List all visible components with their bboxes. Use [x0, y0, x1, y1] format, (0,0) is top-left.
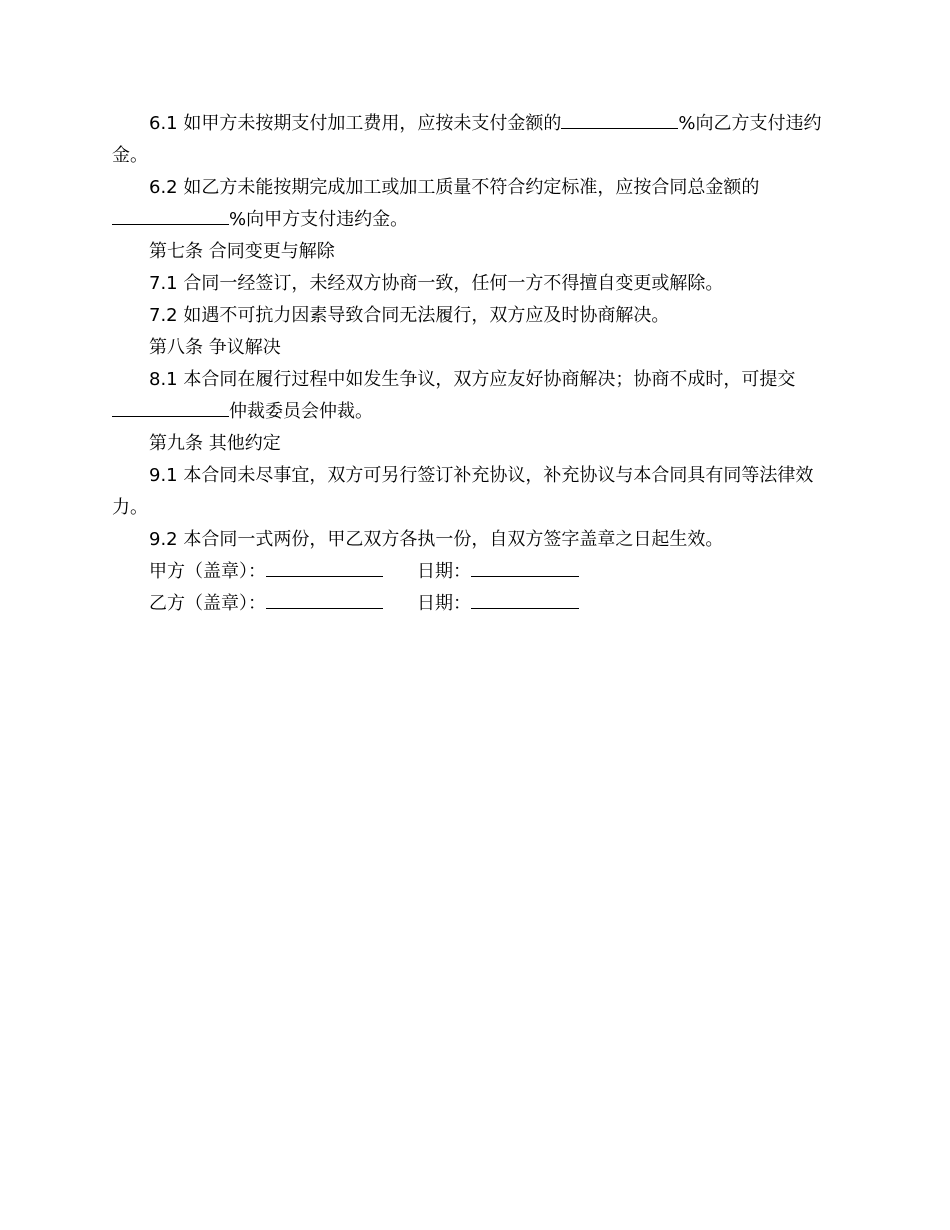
- clause-6-2: [112, 172, 842, 236]
- party-b-label: 乙方（盖章）：: [149, 593, 266, 614]
- date-label: 日期：: [417, 561, 471, 582]
- clause-6-1: [112, 108, 842, 172]
- clause-7-1: 7.1 合同一经签订，未经双方协商一致，任何一方不得擅自变更或解除。: [149, 273, 724, 294]
- clause-text: 仲裁委员会仲裁。: [229, 401, 373, 422]
- article-9-heading: 第九条 其他约定: [149, 433, 281, 454]
- clause-9-2: 9.2 本合同一式两份，甲乙双方各执一份，自双方签字盖章之日起生效。: [149, 529, 724, 550]
- party-b-date-blank[interactable]: [471, 590, 579, 609]
- date-label: 日期：: [417, 593, 471, 614]
- contract-page: [112, 108, 842, 620]
- article-8-heading: 第八条 争议解决: [149, 337, 281, 358]
- rate-blank[interactable]: [112, 206, 229, 225]
- article-7-heading: 第七条 合同变更与解除: [149, 241, 335, 262]
- party-b-seal-blank[interactable]: [266, 590, 383, 609]
- clause-7-2: 7.2 如遇不可抗力因素导致合同无法履行，双方应及时协商解决。: [149, 305, 670, 326]
- rate-blank[interactable]: [561, 110, 678, 129]
- clause-8-1: [112, 364, 842, 428]
- clause-text: 8.1 本合同在履行过程中如发生争议，双方应友好协商解决；协商不成时，可提交: [149, 369, 796, 390]
- party-a-label: 甲方（盖章）：: [149, 561, 266, 582]
- clause-text: 6.2 如乙方未能按期完成加工或加工质量不符合约定标准，应按合同总金额的: [149, 177, 760, 198]
- clause-9-1: 9.1 本合同未尽事宜，双方可另行签订补充协议，补充协议与本合同具有同等法律效力。: [112, 465, 814, 518]
- party-a-date-blank[interactable]: [471, 558, 579, 577]
- signature-row-party-b: [112, 588, 842, 620]
- clause-text: %向甲方支付违约金。: [229, 209, 409, 230]
- arbitration-blank[interactable]: [112, 398, 229, 417]
- clause-text: 6.1 如甲方未按期支付加工费用，应按未支付金额的: [149, 113, 562, 134]
- signature-row-party-a: [112, 556, 842, 588]
- party-a-seal-blank[interactable]: [266, 558, 383, 577]
- clause-text: %向乙方支付违约金。: [112, 113, 822, 166]
